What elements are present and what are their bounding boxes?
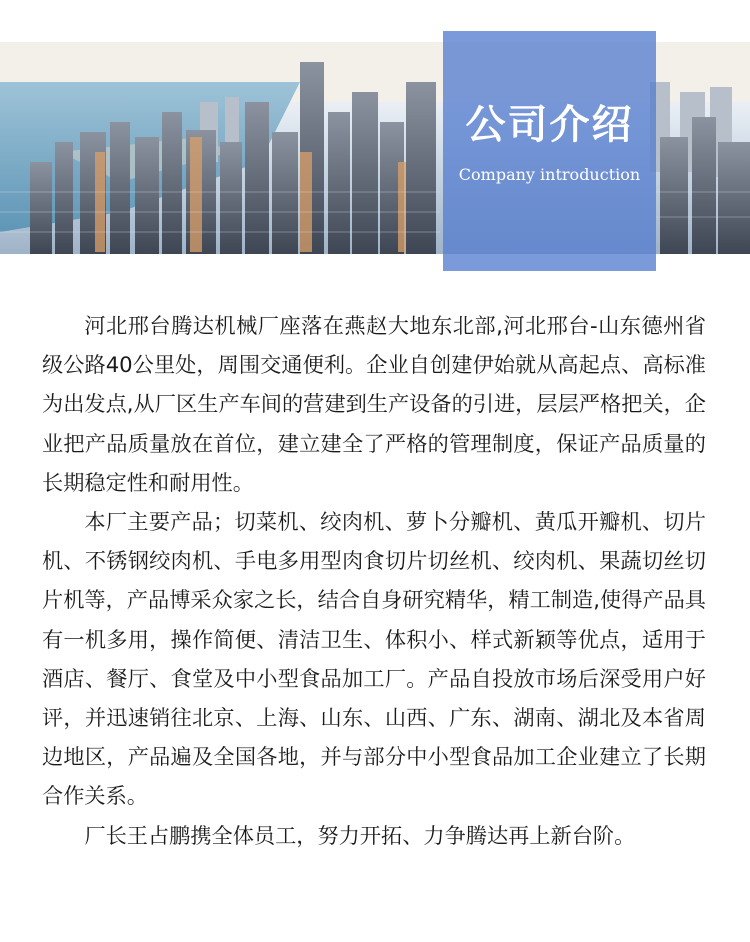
intro-paragraph-2: 本厂主要产品；切菜机、绞肉机、萝卜分瓣机、黄瓜开瓣机、切片机、不锈钢绞肉机、手电多用型肉食切片切丝机、绞肉机、果蔬切丝切片机等，产品博采众家之长，结合自身研究精华，精工制造,使得产品具有一机多用，操作简便、清洁卫生、体积小、样式新颖等优点，适用于酒店、餐厅、食堂及中小型食品加工厂。产品自投放市场后深受用户好评，并迅速销往北京、上海、山东、山西、广东、湖南、湖北及本省周边地区，产品遍及全国各地，并与部分中小型食品加工企业建立了长期合作关系。 xyxy=(42,509,706,809)
intro-paragraph-3: 厂长王占鹏携全体员工，努力开拓、力争腾达再上新台阶。 xyxy=(84,822,636,848)
company-intro-text xyxy=(42,306,706,855)
section-title: 公司介绍 xyxy=(465,102,634,148)
intro-paragraph-1: 河北邢台腾达机械厂座落在燕赵大地东北部,河北邢台-山东德州省级公路40公里处，周围交通便利。企业自创建伊始就从高起点、高标准为出发点,从厂区生产车间的营建到生产设备的引进，层层严格把关，企业把产品质量放在首位，建立建全了严格的管理制度，保证产品质量的长期稳定性和耐用性。 xyxy=(42,313,706,495)
section-subtitle: Company introduction xyxy=(458,165,641,184)
section-title-box xyxy=(443,31,656,271)
